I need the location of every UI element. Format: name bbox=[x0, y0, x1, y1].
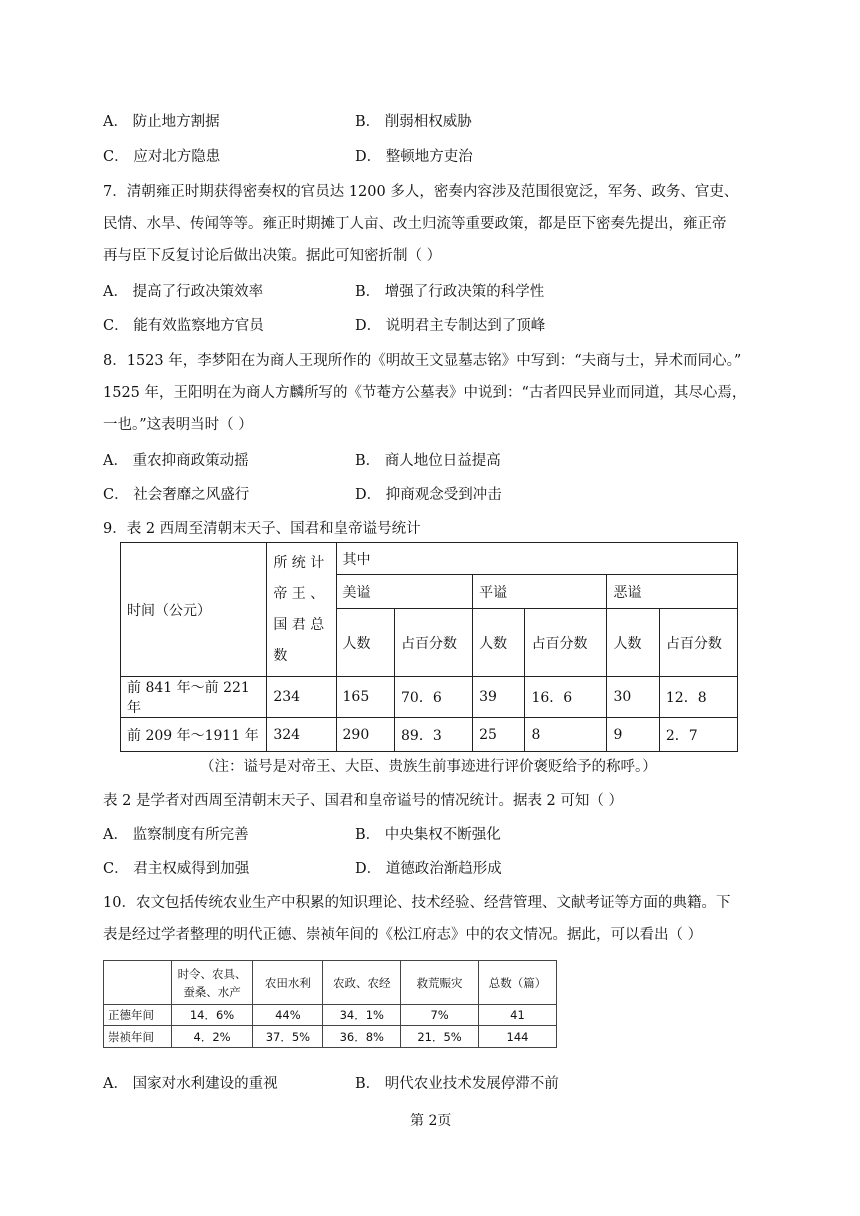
table-cell: 144 bbox=[478, 1026, 556, 1048]
header-count: 人数 bbox=[473, 609, 525, 677]
q6-option-d: D． 整顿地方吏治 bbox=[355, 149, 473, 165]
table-cell: 44% bbox=[253, 1005, 323, 1026]
q7-stem-line-3: 再与臣下反复讨论后做出决策。据此可知密折制（ ） bbox=[103, 248, 442, 264]
table-cell: 前 209 年～1911 年 bbox=[121, 718, 267, 752]
q10-stem-line-1: 10．农文包括传统农业生产中积累的知识理论、技术经验、经营管理、文献考证等方面的典籍。下 bbox=[103, 895, 731, 911]
table-cell: 25 bbox=[473, 718, 525, 752]
q9-posthumous-title-table bbox=[120, 542, 738, 752]
table-cell: 324 bbox=[267, 718, 336, 752]
table-cell: 12．8 bbox=[659, 677, 737, 718]
q9-table-caption: 9．表 2 西周至清朝末天子、国君和皇帝谥号统计 bbox=[103, 521, 421, 537]
table-cell: 234 bbox=[267, 677, 336, 718]
q9-option-b: B． 中央集权不断强化 bbox=[355, 827, 501, 843]
table-row bbox=[104, 1005, 557, 1026]
table-cell: 7% bbox=[401, 1005, 479, 1026]
header-total: 所 统 计 帝 王 、 国 君 总 数 bbox=[267, 543, 336, 677]
table-cell: 70．6 bbox=[395, 677, 473, 718]
table-cell: 8 bbox=[525, 718, 607, 752]
header-good-title: 美谥 bbox=[336, 575, 473, 609]
table-row bbox=[121, 677, 738, 718]
q7-stem-line-1: 7．清朝雍正时期获得密奏权的官员达 1200 多人，密奏内容涉及范围很宽泛，军务、政务、官吏、 bbox=[103, 184, 739, 200]
table-cell: 14．6% bbox=[171, 1005, 253, 1026]
q9-option-c: C． 君主权威得到加强 bbox=[103, 861, 250, 877]
q8-option-c: C． 社会奢靡之风盛行 bbox=[103, 487, 250, 503]
table-cell: 正德年间 bbox=[104, 1005, 172, 1026]
table-cell: 前 841 年～前 221 年 bbox=[121, 677, 267, 718]
q9-option-a: A． 监察制度有所完善 bbox=[103, 827, 249, 843]
q7-option-b: B． 增强了行政决策的科学性 bbox=[355, 284, 545, 300]
table-row bbox=[121, 718, 738, 752]
table-cell: 290 bbox=[336, 718, 394, 752]
header-time: 时间（公元） bbox=[121, 543, 267, 677]
page-number: 第 2页 bbox=[410, 1113, 452, 1129]
header-neutral-title: 平谥 bbox=[473, 575, 607, 609]
table-cell: 16．6 bbox=[525, 677, 607, 718]
header-irrigation: 农田水利 bbox=[253, 961, 323, 1005]
q6-option-b: B． 削弱相权威胁 bbox=[355, 114, 472, 130]
table-cell: 4．2% bbox=[171, 1026, 253, 1048]
header-count: 人数 bbox=[607, 609, 659, 677]
header-agri-policy: 农政、农经 bbox=[323, 961, 401, 1005]
header-percent: 占百分数 bbox=[395, 609, 473, 677]
table-cell: 41 bbox=[478, 1005, 556, 1026]
q8-stem-line-2: 1525 年，王阳明在为商人方麟所写的《节菴方公墓表》中说到：“古者四民异业而同道，其尽心焉， bbox=[103, 385, 747, 401]
table-cell: 36．8% bbox=[323, 1026, 401, 1048]
table-cell: 37．5% bbox=[253, 1026, 323, 1048]
q7-option-a: A． 提高了行政决策效率 bbox=[103, 284, 264, 300]
table-cell: 30 bbox=[607, 677, 659, 718]
q7-option-d: D． 说明君主专制达到了顶峰 bbox=[355, 318, 546, 334]
header-famine-relief: 救荒赈灾 bbox=[401, 961, 479, 1005]
q8-stem-line-3: 一也。”这表明当时（ ） bbox=[103, 417, 253, 433]
header-empty bbox=[104, 961, 172, 1005]
header-seasons-tools: 时令、农具、 蚕桑、水产 bbox=[171, 961, 253, 1005]
table-row bbox=[104, 1026, 557, 1048]
q7-option-c: C． 能有效监察地方官员 bbox=[103, 318, 264, 334]
table-cell: 89．3 bbox=[395, 718, 473, 752]
q8-option-a: A． 重农抑商政策动摇 bbox=[103, 453, 249, 469]
table-cell: 165 bbox=[336, 677, 394, 718]
q6-option-c: C． 应对北方隐患 bbox=[103, 149, 221, 165]
q9-option-d: D． 道德政治渐趋形成 bbox=[355, 861, 502, 877]
q8-option-d: D． 抑商观念受到冲击 bbox=[355, 487, 502, 503]
q7-stem-line-2: 民情、水旱、传闻等等。雍正时期摊丁人亩、改土归流等重要政策，都是臣下密奏先提出，雍正帝 bbox=[103, 216, 727, 232]
q8-option-b: B． 商人地位日益提高 bbox=[355, 453, 501, 469]
header-percent: 占百分数 bbox=[659, 609, 737, 677]
q9-table-note: （注：谥号是对帝王、大臣、贵族生前事迹进行评价褒贬给予的称呼。） bbox=[200, 759, 657, 775]
q10-option-a: A． 国家对水利建设的重视 bbox=[103, 1076, 278, 1092]
table-cell: 21．5% bbox=[401, 1026, 479, 1048]
table-cell: 9 bbox=[607, 718, 659, 752]
header-count: 人数 bbox=[336, 609, 394, 677]
q10-option-b: B． 明代农业技术发展停滞不前 bbox=[355, 1076, 559, 1092]
header-group: 其中 bbox=[336, 543, 737, 575]
header-percent: 占百分数 bbox=[525, 609, 607, 677]
q8-stem-line-1: 8．1523 年，李梦阳在为商人王现所作的《明故王文显墓志铭》中写到：“夫商与士，异术而同心。” bbox=[103, 353, 742, 369]
q10-stem-line-2: 表是经过学者整理的明代正德、崇祯年间的《松江府志》中的农文情况。据此，可以看出（ ） bbox=[103, 927, 703, 943]
table-cell: 崇祯年间 bbox=[104, 1026, 172, 1048]
table-cell: 2．7 bbox=[659, 718, 737, 752]
q6-option-a: A． 防止地方割据 bbox=[103, 114, 220, 130]
table-cell: 39 bbox=[473, 677, 525, 718]
q9-stem: 表 2 是学者对西周至清朝末天子、国君和皇帝谥号的情况统计。据表 2 可知（ ） bbox=[103, 793, 623, 809]
header-total-count: 总数（篇） bbox=[478, 961, 556, 1005]
q10-agricultural-texts-table bbox=[103, 960, 557, 1048]
table-cell: 34．1% bbox=[323, 1005, 401, 1026]
header-bad-title: 恶谥 bbox=[607, 575, 738, 609]
